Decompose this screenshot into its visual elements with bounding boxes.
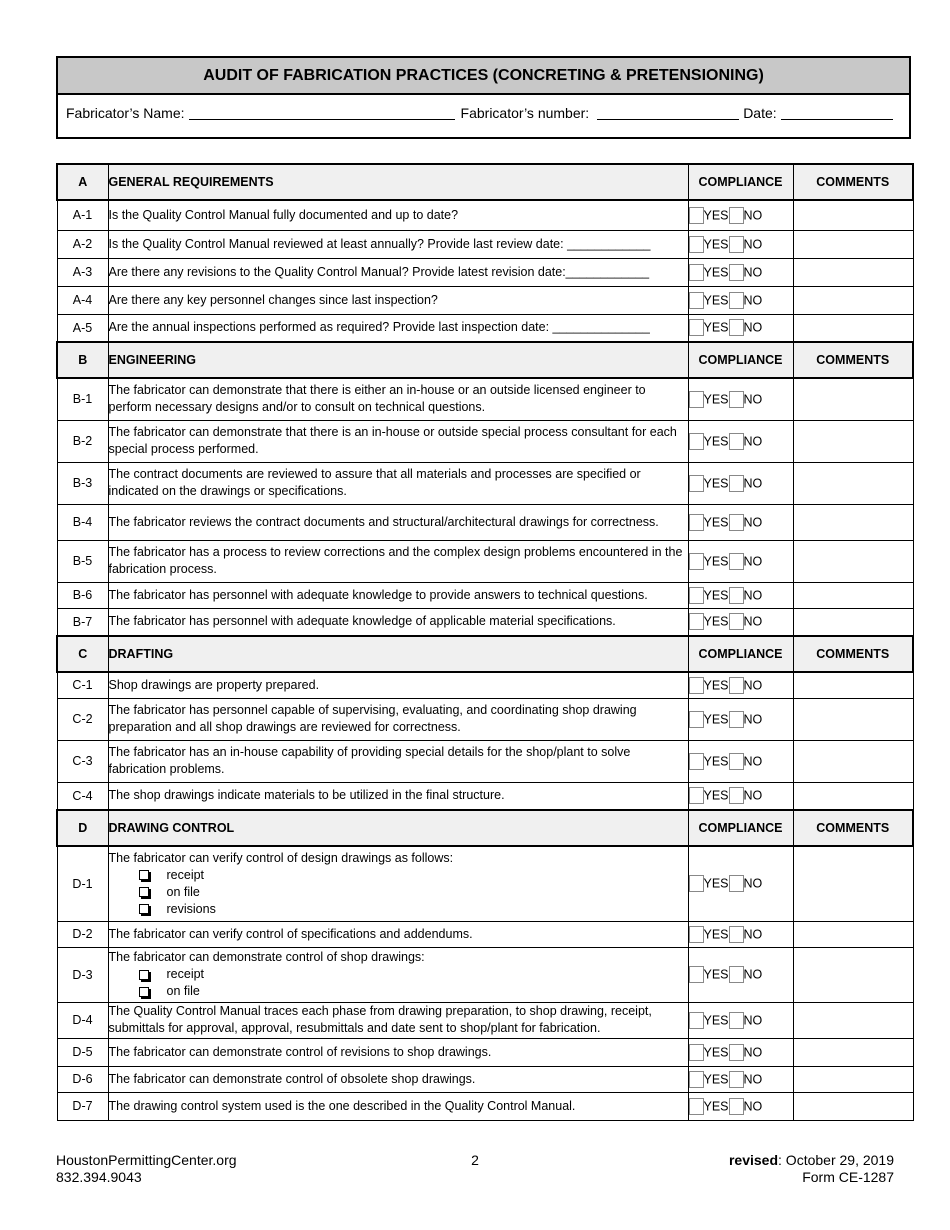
no-label: NO [743,1045,763,1059]
no-checkbox[interactable] [729,391,744,408]
page-number: 2 [471,1152,479,1168]
item-description [108,1002,688,1038]
compliance-header: COMPLIANCE [688,342,793,378]
no-checkbox[interactable] [729,292,744,309]
fabricator-number-label: Fabricator’s number: [460,105,590,121]
item-text: The fabricator can demonstrate control of obsolete shop drawings. [108,1071,476,1086]
compliance-cell [688,846,793,921]
yes-checkbox[interactable] [689,207,704,224]
section-code: A [57,164,108,200]
comments-cell[interactable] [793,314,913,342]
no-label: NO [743,1099,763,1113]
table-row [57,740,913,782]
item-description [108,462,688,504]
item-description [108,672,688,698]
item-code: B-5 [57,540,108,582]
subitem-label: on file [166,884,200,899]
item-code: B-2 [57,420,108,462]
yes-label: YES [703,392,729,407]
item-description [108,504,688,540]
no-label: NO [743,788,763,803]
yes-checkbox[interactable] [689,475,704,492]
comments-cell[interactable] [793,504,913,540]
no-checkbox[interactable] [729,475,744,492]
table-row [57,921,913,947]
item-code: C-1 [57,672,108,698]
no-label: NO [743,237,763,251]
compliance-cell [688,462,793,504]
compliance-cell [688,1038,793,1066]
no-label: NO [743,967,763,982]
item-code: B-6 [57,582,108,608]
yes-label: YES [703,1045,729,1059]
item-text: The shop drawings indicate materials to be utilized in the final structure. [108,788,505,803]
compliance-cell [688,947,793,1002]
item-text: The fabricator can verify control of specifications and addendums. [108,926,473,941]
item-description [108,378,688,420]
yes-label: YES [703,320,729,335]
item-description [108,540,688,582]
table-row [57,698,913,740]
comments-cell[interactable] [793,947,913,1002]
table-row [57,1002,913,1038]
yes-checkbox[interactable] [689,236,704,253]
item-code: D-6 [57,1066,108,1092]
item-text: The fabricator can demonstrate that there is either an in-house or an outside licensed engineer to perform necessary designs and/or to consult on technical questions. [108,383,646,415]
comments-cell[interactable] [793,740,913,782]
section-header-row [57,810,913,846]
yes-label: YES [703,434,729,448]
compliance-cell [688,314,793,342]
yes-label: YES [703,712,729,726]
section-code: B [57,342,108,378]
section-header-row [57,164,913,200]
compliance-cell [688,672,793,698]
no-checkbox[interactable] [729,1071,744,1088]
no-label: NO [743,515,763,529]
comments-header: COMMENTS [793,810,913,846]
table-row [57,582,913,608]
yes-label: YES [703,754,729,768]
comments-cell[interactable] [793,672,913,698]
no-checkbox[interactable] [729,207,744,224]
item-code: A-3 [57,258,108,286]
item-description [108,200,688,230]
no-label: NO [743,320,763,335]
subitem-label: receipt [166,867,205,882]
item-text: Are there any key personnel changes since last inspection? [108,292,438,307]
no-checkbox[interactable] [729,514,744,531]
item-description [108,286,688,314]
item-description [108,1092,688,1120]
yes-checkbox[interactable] [689,433,704,450]
item-text: The drawing control system used is the one described in the Quality Control Manual. [108,1098,576,1113]
fabricator-number-field[interactable] [597,107,739,120]
item-code: A-4 [57,286,108,314]
yes-checkbox[interactable] [689,677,704,694]
compliance-cell [688,740,793,782]
comments-cell[interactable] [793,1066,913,1092]
compliance-cell [688,782,793,810]
yes-checkbox[interactable] [689,753,704,770]
item-text: The fabricator has personnel with adequate knowledge to provide answers to technical questions. [108,587,648,602]
no-label: NO [743,927,763,941]
yes-checkbox[interactable] [689,1044,704,1061]
comments-cell[interactable] [793,258,913,286]
item-code: B-4 [57,504,108,540]
table-row [57,420,913,462]
item-code: B-1 [57,378,108,420]
item-text: The fabricator can demonstrate control of revisions to shop drawings. [108,1044,492,1059]
item-code: A-2 [57,230,108,258]
compliance-cell [688,540,793,582]
revised-label: revised [728,1152,779,1168]
yes-label: YES [703,515,729,529]
table-row [57,1092,913,1120]
table-row [57,378,913,420]
table-row [57,947,913,1002]
comments-cell[interactable] [793,698,913,740]
compliance-cell [688,504,793,540]
table-row [57,608,913,636]
yes-checkbox[interactable] [689,292,704,309]
yes-checkbox[interactable] [689,787,704,804]
checklist-subitem [109,884,688,901]
item-description [108,740,688,782]
yes-label: YES [703,678,729,693]
square-bullet-icon [139,987,149,997]
compliance-cell [688,200,793,230]
compliance-cell [688,286,793,314]
fabricator-name-label: Fabricator’s Name: [66,105,185,121]
yes-label: YES [703,1099,729,1113]
yes-checkbox[interactable] [689,926,704,943]
item-code: D-4 [57,1002,108,1038]
comments-cell[interactable] [793,230,913,258]
yes-label: YES [703,208,729,223]
compliance-cell [688,698,793,740]
comments-cell[interactable] [793,378,913,420]
comments-header: COMMENTS [793,342,913,378]
form-header [56,56,911,139]
compliance-cell [688,230,793,258]
comments-cell[interactable] [793,782,913,810]
yes-checkbox[interactable] [689,711,704,728]
yes-label: YES [703,614,729,629]
fabricator-info-line [58,95,909,131]
yes-checkbox[interactable] [689,1012,704,1029]
no-checkbox[interactable] [729,677,744,694]
item-description [108,1066,688,1092]
item-code: D-2 [57,921,108,947]
section-code: D [57,810,108,846]
form-title: AUDIT OF FABRICATION PRACTICES (CONCRETING & PRETENSIONING) [58,58,909,95]
yes-label: YES [703,237,729,251]
no-label: NO [743,1072,763,1086]
no-label: NO [743,293,763,307]
table-row [57,782,913,810]
item-description [108,314,688,342]
no-label: NO [743,392,763,407]
comments-cell[interactable] [793,608,913,636]
yes-checkbox[interactable] [689,587,704,604]
compliance-cell [688,582,793,608]
item-text: The fabricator can demonstrate control of shop drawings: [108,950,425,964]
date-field[interactable] [781,107,893,120]
comments-cell[interactable] [793,1092,913,1120]
comments-header: COMMENTS [793,164,913,200]
yes-checkbox[interactable] [689,553,704,570]
item-text: The Quality Control Manual traces each phase from drawing preparation, to shop drawing, receipt, submittals for approval, approval, resubmittals and date sent to shop/plant for fabrication. [108,1004,652,1035]
yes-label: YES [703,588,729,602]
no-checkbox[interactable] [729,319,744,336]
table-row [57,286,913,314]
checklist-subitem [109,867,688,884]
subitem-label: revisions [166,901,216,916]
item-code: C-4 [57,782,108,810]
item-description [108,1038,688,1066]
yes-checkbox[interactable] [689,875,704,892]
yes-checkbox[interactable] [689,613,704,630]
fabricator-name-field[interactable] [189,107,455,120]
comments-cell[interactable] [793,200,913,230]
comments-cell[interactable] [793,921,913,947]
no-checkbox[interactable] [729,966,744,983]
item-code: B-7 [57,608,108,636]
footer-right [729,1152,894,1186]
item-description [108,608,688,636]
yes-label: YES [703,1072,729,1086]
item-code: D-5 [57,1038,108,1066]
no-label: NO [743,1013,763,1027]
no-label: NO [743,614,763,629]
no-checkbox[interactable] [729,875,744,892]
no-label: NO [743,712,763,726]
yes-label: YES [703,554,729,568]
no-checkbox[interactable] [729,926,744,943]
item-text: The contract documents are reviewed to assure that all materials and processes are specified or indicated on the drawings or specifications. [108,467,641,498]
compliance-cell [688,1002,793,1038]
yes-checkbox[interactable] [689,1071,704,1088]
item-description [108,420,688,462]
revised-date: : October 29, 2019 [778,1152,894,1168]
yes-label: YES [703,927,729,941]
table-row [57,504,913,540]
no-checkbox[interactable] [729,711,744,728]
section-title: GENERAL REQUIREMENTS [108,164,688,200]
square-bullet-icon [139,904,149,914]
item-text: Are there any revisions to the Quality Control Manual? Provide latest revision date:____________ [108,264,650,279]
no-label: NO [743,678,763,693]
item-code: B-3 [57,462,108,504]
compliance-header: COMPLIANCE [688,810,793,846]
yes-label: YES [703,967,729,982]
yes-checkbox[interactable] [689,1098,704,1115]
square-bullet-icon [139,887,149,897]
footer-website: HoustonPermittingCenter.org [56,1152,237,1168]
item-description [108,230,688,258]
item-description [108,947,688,1002]
yes-label: YES [703,476,729,490]
revised-line [729,1152,894,1169]
compliance-header: COMPLIANCE [688,164,793,200]
item-code: A-5 [57,314,108,342]
item-text: The fabricator has personnel capable of supervising, evaluating, and coordinating shop drawing preparation and all shop drawings are reviewed for correctness. [108,703,637,734]
table-row [57,230,913,258]
checklist-subitem [109,983,688,1000]
table-row [57,1066,913,1092]
compliance-cell [688,420,793,462]
no-label: NO [743,588,763,602]
item-text: Is the Quality Control Manual reviewed at least annually? Provide last review date: ____________ [108,236,651,251]
no-checkbox[interactable] [729,236,744,253]
table-row [57,672,913,698]
comments-cell[interactable] [793,1038,913,1066]
yes-label: YES [703,265,729,279]
item-description [108,921,688,947]
section-header-row [57,636,913,672]
no-label: NO [743,754,763,768]
item-description [108,782,688,810]
yes-checkbox[interactable] [689,319,704,336]
yes-checkbox[interactable] [689,391,704,408]
no-checkbox[interactable] [729,1098,744,1115]
comments-header: COMMENTS [793,636,913,672]
compliance-cell [688,1066,793,1092]
item-description [108,698,688,740]
item-code: A-1 [57,200,108,230]
section-title: DRAWING CONTROL [108,810,688,846]
item-text: Is the Quality Control Manual fully documented and up to date? [108,207,459,222]
no-label: NO [743,265,763,279]
comments-cell[interactable] [793,462,913,504]
no-checkbox[interactable] [729,587,744,604]
no-checkbox[interactable] [729,553,744,570]
item-text: The fabricator can demonstrate that there is an in-house or outside special process consultant for each special process performed. [108,425,677,456]
table-row [57,540,913,582]
form-number: Form CE-1287 [802,1169,894,1185]
comments-cell[interactable] [793,846,913,921]
table-row [57,258,913,286]
comments-cell[interactable] [793,582,913,608]
yes-checkbox[interactable] [689,514,704,531]
yes-checkbox[interactable] [689,966,704,983]
comments-cell[interactable] [793,540,913,582]
no-checkbox[interactable] [729,613,744,630]
item-text: The fabricator reviews the contract documents and structural/architectural drawings for correctness. [108,514,659,529]
compliance-cell [688,1092,793,1120]
no-checkbox[interactable] [729,1012,744,1029]
no-label: NO [743,876,763,891]
compliance-header: COMPLIANCE [688,636,793,672]
item-text: The fabricator has a process to review corrections and the complex design problems encountered in the fabrication process. [108,545,683,576]
item-text: The fabricator can verify control of design drawings as follows: [108,850,454,865]
no-checkbox[interactable] [729,787,744,804]
compliance-cell [688,258,793,286]
item-code: C-3 [57,740,108,782]
square-bullet-icon [139,970,149,980]
table-row [57,1038,913,1066]
comments-cell[interactable] [793,1002,913,1038]
audit-table [56,163,914,1121]
no-checkbox[interactable] [729,1044,744,1061]
section-header-row [57,342,913,378]
yes-label: YES [703,788,729,803]
comments-cell[interactable] [793,286,913,314]
subitem-label: on file [166,984,200,998]
section-title: ENGINEERING [108,342,688,378]
square-bullet-icon [139,870,149,880]
item-text: The fabricator has personnel with adequate knowledge of applicable material specifications. [108,614,616,629]
item-code: D-7 [57,1092,108,1120]
table-row [57,846,913,921]
item-description [108,582,688,608]
item-code: D-3 [57,947,108,1002]
item-description [108,846,688,921]
no-label: NO [743,476,763,490]
compliance-cell [688,378,793,420]
item-description [108,258,688,286]
no-checkbox[interactable] [729,264,744,281]
compliance-cell [688,921,793,947]
table-row [57,462,913,504]
yes-label: YES [703,1013,729,1027]
comments-cell[interactable] [793,420,913,462]
no-label: NO [743,554,763,568]
item-code: D-1 [57,846,108,921]
compliance-cell [688,608,793,636]
date-label: Date: [743,105,777,121]
item-text: Shop drawings are property prepared. [108,677,320,692]
yes-checkbox[interactable] [689,264,704,281]
item-code: C-2 [57,698,108,740]
no-checkbox[interactable] [729,753,744,770]
checklist-subitem [109,901,688,918]
checklist-subitem [109,966,688,983]
item-text: Are the annual inspections performed as required? Provide last inspection date: ______________ [108,320,650,335]
item-text: The fabricator has an in-house capability of providing special details for the shop/plant to solve fabrication problems. [108,745,631,776]
no-label: NO [743,208,763,223]
no-checkbox[interactable] [729,433,744,450]
subitem-label: receipt [166,967,205,981]
footer-phone: 832.394.9043 [56,1169,142,1185]
table-row [57,200,913,230]
table-row [57,314,913,342]
yes-label: YES [703,293,729,307]
yes-label: YES [703,876,729,891]
no-label: NO [743,434,763,448]
section-code: C [57,636,108,672]
section-title: DRAFTING [108,636,688,672]
